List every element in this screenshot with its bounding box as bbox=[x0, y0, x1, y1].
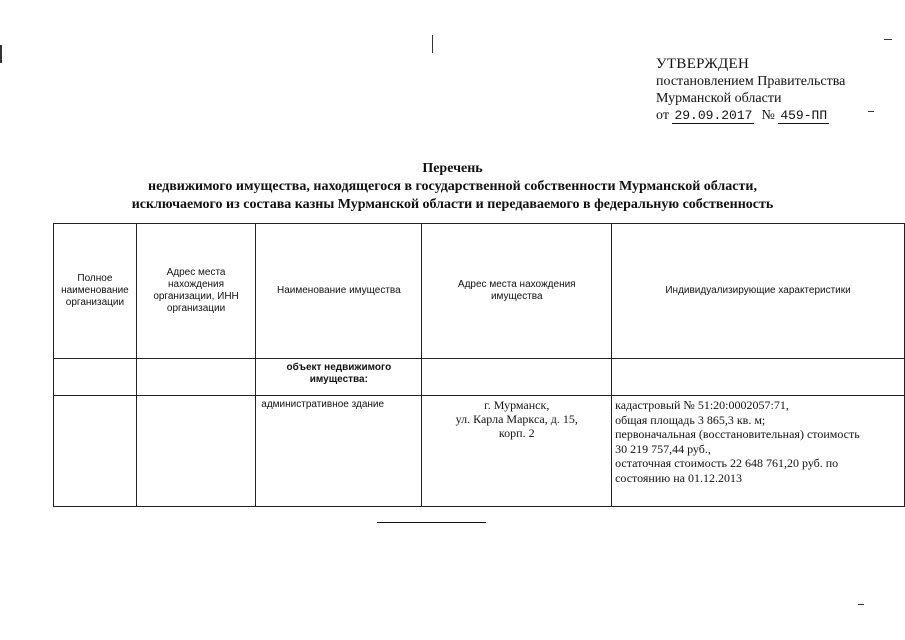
table-cell bbox=[54, 359, 137, 396]
table-cell bbox=[136, 396, 255, 507]
title-line-3: исключаемого из состава казны Мурманской области и передаваемого в федеральную собственность bbox=[131, 197, 774, 212]
char-line-1: кадастровый № 51:20:0002057:71, bbox=[615, 398, 789, 412]
scan-mark bbox=[858, 604, 864, 605]
table-row bbox=[54, 396, 905, 507]
approval-block bbox=[656, 56, 845, 124]
title-line-2: недвижимого имущества, находящегося в государственной собственности Мурманской области, bbox=[148, 179, 757, 194]
scan-mark bbox=[884, 39, 892, 40]
char-line-6: состоянию на 01.12.2013 bbox=[615, 470, 742, 485]
scan-mark bbox=[432, 35, 433, 53]
address-line-3: корп. 2 bbox=[498, 426, 535, 440]
char-line-5: остаточная стоимость 22 648 761,20 руб. по bbox=[615, 456, 839, 470]
table-cell bbox=[136, 359, 255, 396]
approval-date: 29.09.2017 bbox=[674, 108, 753, 123]
address-line-1: г. Мурманск, bbox=[484, 398, 550, 412]
scan-mark bbox=[868, 111, 874, 112]
header-property-name: Наименование имущества bbox=[256, 224, 422, 359]
closing-rule bbox=[377, 522, 486, 523]
section-label: объект недвижимого имущества: bbox=[256, 359, 422, 396]
number-prefix: № bbox=[761, 108, 775, 123]
approval-number: 459-ПП bbox=[780, 108, 828, 123]
char-line-2: общая площадь 3 865,3 кв. м; bbox=[615, 412, 766, 427]
header-org-address: Адрес места нахождения организации, ИНН организации bbox=[136, 224, 255, 359]
address-line-2: ул. Карла Маркса, д. 15, bbox=[455, 412, 578, 426]
approval-line-2: постановлением Правительства bbox=[656, 74, 846, 89]
document-title bbox=[40, 160, 865, 214]
table-cell bbox=[422, 359, 612, 396]
table-row bbox=[54, 359, 905, 396]
char-line-4: 30 219 757,44 руб., bbox=[615, 441, 711, 456]
title-line-1: Перечень bbox=[422, 161, 483, 176]
char-line-3: первоначальная (восстановительная) стоимость bbox=[615, 427, 860, 441]
approval-heading: УТВЕРЖДЕН bbox=[656, 56, 750, 72]
header-characteristics: Индивидуализирующие характеристики bbox=[612, 224, 905, 359]
scan-mark bbox=[0, 45, 2, 63]
table-cell bbox=[54, 396, 137, 507]
property-table bbox=[53, 223, 905, 507]
table-header-row bbox=[54, 224, 905, 359]
table-cell bbox=[612, 359, 905, 396]
property-name: административное здание bbox=[256, 396, 422, 507]
property-address bbox=[422, 396, 612, 507]
property-characteristics bbox=[612, 396, 905, 507]
header-property-address: Адрес места нахождения имущества bbox=[422, 224, 612, 359]
approval-date-line bbox=[656, 107, 845, 124]
approval-line-3: Мурманской области bbox=[656, 91, 782, 106]
date-prefix: от bbox=[656, 108, 669, 123]
header-org-name: Полное наименование организации bbox=[54, 224, 137, 359]
